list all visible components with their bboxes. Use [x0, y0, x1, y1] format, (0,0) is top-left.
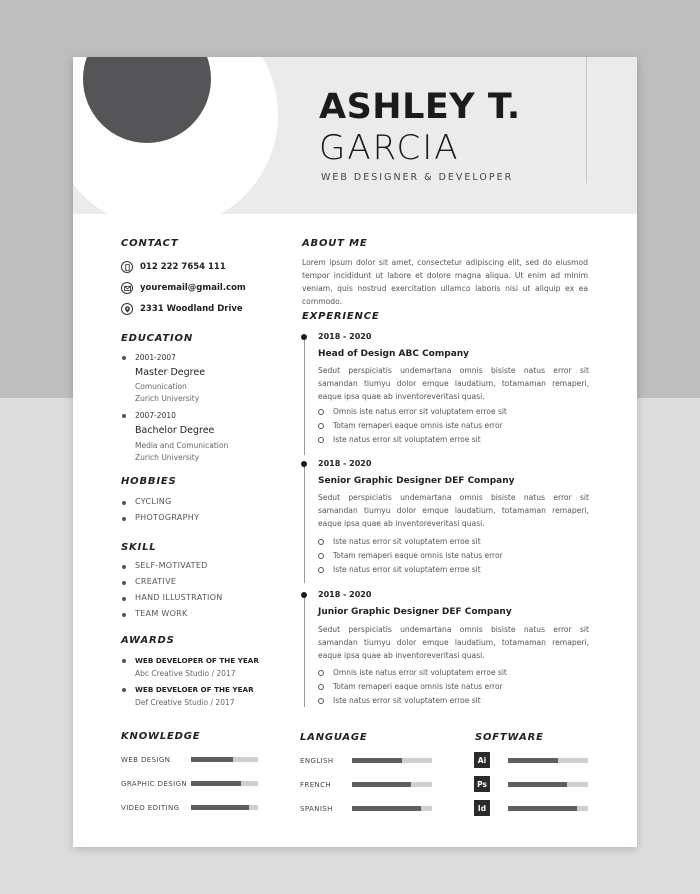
education-years: 2001-2007: [135, 353, 176, 362]
skill-bullet: [122, 581, 126, 585]
job-title: WEB DESIGNER & DEVELOPER: [321, 172, 514, 183]
experience-role: Head of Design ABC Company: [318, 349, 470, 359]
education-school: Zurich University: [135, 394, 200, 403]
experience-role: Senior Graphic Designer DEF Company: [318, 476, 515, 486]
skill-bullet: [122, 613, 126, 617]
experience-bullet-icon: [318, 698, 324, 704]
about-title: ABOUT ME: [302, 238, 368, 249]
knowledge-label: WEB DESIGN: [121, 756, 171, 764]
timeline-line: [304, 465, 305, 583]
award-title: WEB DEVELOER OF THE YEAR: [135, 685, 254, 694]
language-bar-fill: [352, 806, 421, 811]
skill-bullet: [122, 597, 126, 601]
education-title: EDUCATION: [121, 333, 193, 344]
indesign-icon: Id: [474, 800, 490, 816]
experience-bullet-icon: [318, 539, 324, 545]
contact-address: [121, 302, 243, 316]
experience-role: Junior Graphic Designer DEF Company: [318, 607, 512, 617]
hobby-bullet: [122, 501, 126, 505]
experience-bullet-icon: [318, 423, 324, 429]
software-bar-fill: [508, 806, 577, 811]
location-pin-icon: [121, 303, 133, 315]
software-bar-fill: [508, 782, 567, 787]
photoshop-icon: Ps: [474, 776, 490, 792]
about-text: Lorem ipsum dolor sit amet, consectetur adipiscing elit, sed do eiusmod tempor incididunt ut labore et dolore magna aliqua. Ut enim ad minim veniam, quis nostrud exercitation ullamco laboris nisi ut aliquip ex ea commodo.: [302, 258, 588, 306]
education-degree: Bachelor Degree: [135, 425, 215, 436]
knowledge-bar: [191, 757, 258, 762]
hobby-bullet: [122, 517, 126, 521]
experience-title: EXPERIENCE: [302, 311, 380, 322]
awards-title: AWARDS: [121, 635, 175, 646]
experience-text: Sedut perspiciatis undemartana omnis bisiste natus error sit samandan tiumyu dolor emque laudatium, totamaman remaperi, eaque ipsa quae ab inventoreveritasi quasi.: [318, 493, 589, 528]
timeline-dot: [301, 334, 307, 340]
experience-bullet-icon: [318, 684, 324, 690]
experience-bullet-icon: [318, 409, 324, 415]
experience-text: Sedut perspiciatis undemartana omnis bisiste natus error sit samandan tiumyu dolor emque laudatium, totamaman remaperi, eaque ipsa quae ab inventoreveritasi quasi.: [318, 366, 589, 401]
experience-bullet-text: Iste natus error sit voluptatem erroe sit: [333, 696, 481, 705]
award-detail: Abc Creative Studio / 2017: [135, 669, 236, 678]
contact-phone: [121, 260, 226, 274]
knowledge-bar-fill: [191, 781, 241, 786]
software-bar: [508, 806, 588, 811]
education-school: Zurich University: [135, 453, 200, 462]
education-field: Comunication: [135, 382, 187, 391]
award-bullet: [122, 659, 126, 663]
software-bar: [508, 758, 588, 763]
knowledge-bar-fill: [191, 757, 233, 762]
first-name: ASHLEY T.: [319, 87, 521, 127]
experience-bullet-icon: [318, 553, 324, 559]
software-bar-fill: [508, 758, 558, 763]
language-bar: [352, 806, 432, 811]
email-icon: [121, 282, 133, 294]
skill-item: CREATIVE: [135, 577, 177, 586]
hobby-item: PHOTOGRAPHY: [135, 513, 200, 522]
experience-bullet-text: Totam remaperi eaque omnis iste natus error: [333, 421, 503, 430]
language-title: LANGUAGE: [300, 732, 368, 743]
illustrator-icon: Ai: [474, 752, 490, 768]
experience-bullet-text: Iste natus error sit voluptatem erroe sit: [333, 537, 481, 546]
experience-bullet-icon: [318, 670, 324, 676]
language-label: ENGLISH: [300, 757, 334, 765]
experience-bullet-text: Totam remaperi eaque omnis iste natus error: [333, 551, 503, 560]
experience-bullet-text: Omnis iste natus error sit voluptatem erroe sit: [333, 668, 507, 677]
experience-years: 2018 - 2020: [318, 590, 372, 599]
experience-bullet-icon: [318, 437, 324, 443]
language-bar-fill: [352, 782, 411, 787]
experience-bullet-text: Iste natus error sit voluptatem erroe sit: [333, 565, 481, 574]
knowledge-label: GRAPHIC DESIGN: [121, 780, 188, 788]
skill-title: SKILL: [121, 542, 157, 553]
education-field: Media and Comunication: [135, 441, 229, 450]
knowledge-bar-fill: [191, 805, 249, 810]
phone-text: 012 222 7654 111: [140, 262, 226, 272]
education-bullet: [122, 356, 126, 360]
knowledge-bar: [191, 805, 258, 810]
experience-bullet-text: Totam remaperi eaque omnis iste natus error: [333, 682, 503, 691]
contact-email: [121, 281, 246, 295]
language-bar-fill: [352, 758, 402, 763]
knowledge-title: KNOWLEDGE: [121, 731, 201, 742]
last-name: GARCIA: [319, 128, 460, 168]
experience-bullet-icon: [318, 567, 324, 573]
software-bar: [508, 782, 588, 787]
software-title: SOFTWARE: [475, 732, 544, 743]
timeline-line: [304, 337, 305, 455]
timeline-line: [304, 597, 305, 707]
language-bar: [352, 758, 432, 763]
address-text: 2331 Woodland Drive: [140, 304, 243, 314]
phone-icon: [121, 261, 133, 273]
hobby-item: CYCLING: [135, 497, 172, 506]
timeline-dot: [301, 461, 307, 467]
profile-photo-placeholder: [83, 57, 211, 143]
skill-item: SELF-MOTIVATED: [135, 561, 208, 570]
skill-item: TEAM WORK: [135, 609, 188, 618]
language-bar: [352, 782, 432, 787]
award-bullet: [122, 688, 126, 692]
skill-item: HAND ILLUSTRATION: [135, 593, 223, 602]
knowledge-bar: [191, 781, 258, 786]
email-text: youremail@gmail.com: [140, 283, 246, 293]
timeline-dot: [301, 592, 307, 598]
header-divider: [586, 57, 587, 183]
hobbies-title: HOBBIES: [121, 476, 177, 487]
language-label: SPANISH: [300, 805, 333, 813]
skill-bullet: [122, 565, 126, 569]
resume-page: [73, 57, 637, 847]
award-title: WEB DEVELOPER OF THE YEAR: [135, 656, 259, 665]
knowledge-label: VIDEO EDITING: [121, 804, 180, 812]
experience-years: 2018 - 2020: [318, 332, 372, 341]
experience-years: 2018 - 2020: [318, 459, 372, 468]
education-bullet: [122, 414, 126, 418]
education-degree: Master Degree: [135, 367, 206, 378]
education-years: 2007-2010: [135, 411, 176, 420]
award-detail: Def Creative Studio / 2017: [135, 698, 235, 707]
language-label: FRENCH: [300, 781, 332, 789]
experience-bullet-text: Iste natus error sit voluptatem erroe sit: [333, 435, 481, 444]
experience-bullet-text: Omnis iste natus error sit voluptatem erroe sit: [333, 407, 507, 416]
contact-title: CONTACT: [121, 238, 179, 249]
experience-text: Sedut perspiciatis undemartana omnis bisiste natus error sit samandan tiumyu dolor emque laudatium, totamaman remaperi, eaque ipsa quae ab inventoreveritasi quasi.: [318, 625, 589, 660]
